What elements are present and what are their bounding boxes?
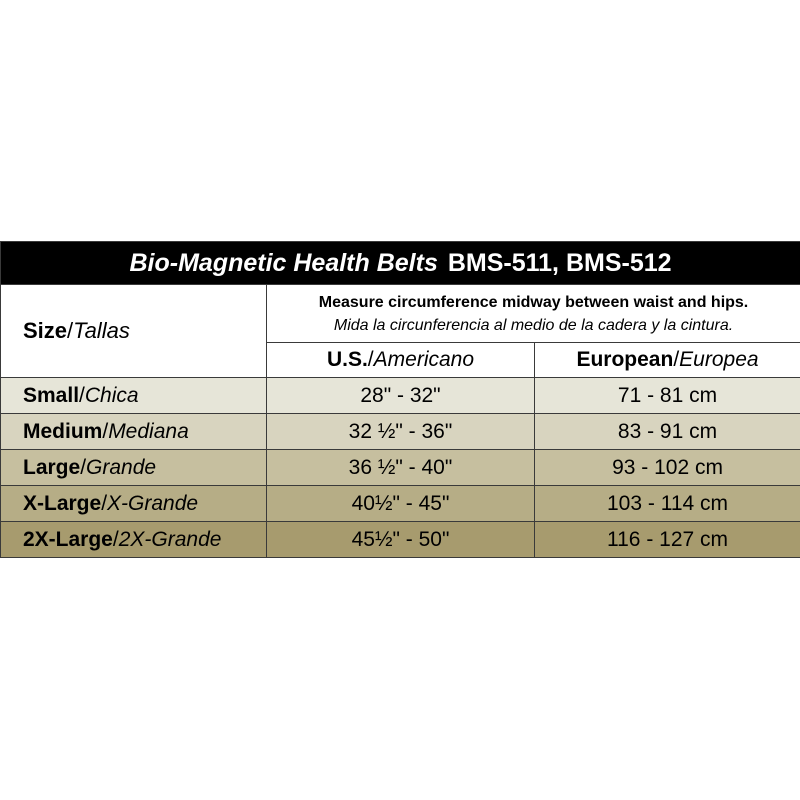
us-value-cell: 32 ½" - 36" — [267, 414, 535, 450]
eu-value-cell: 71 - 81 cm — [535, 378, 800, 414]
size-chart-table — [0, 241, 800, 558]
table-row — [1, 522, 800, 558]
instruction-es: Mida la circunferencia al medio de la cadera y la cintura. — [333, 316, 734, 334]
eu-value-cell: 93 - 102 cm — [535, 450, 800, 486]
table-row — [1, 414, 800, 450]
us-column-header: U.S./Americano — [267, 343, 535, 378]
model-numbers: BMS-511, BMS-512 — [447, 248, 672, 277]
size-cell: Medium/Mediana — [1, 414, 267, 450]
us-label-es: Americano — [373, 348, 475, 371]
table-row — [1, 486, 800, 522]
us-value-cell: 40½" - 45" — [267, 486, 535, 522]
eu-label-es: Europea — [679, 348, 759, 371]
size-label-en: Size — [23, 318, 68, 343]
table-row — [1, 450, 800, 486]
size-cell: 2X-Large/2X-Grande — [1, 522, 267, 558]
us-value-cell: 36 ½" - 40" — [267, 450, 535, 486]
eu-value-cell: 103 - 114 cm — [535, 486, 800, 522]
size-label-es: Tallas — [73, 318, 130, 343]
eu-label-en: European — [576, 348, 674, 371]
us-value-cell: 28" - 32" — [267, 378, 535, 414]
us-label-en: U.S. — [326, 348, 368, 371]
us-value-cell: 45½" - 50" — [267, 522, 535, 558]
measure-instruction — [267, 285, 800, 343]
eu-value-cell: 83 - 91 cm — [535, 414, 800, 450]
size-cell: Large/Grande — [1, 450, 267, 486]
chart-title — [1, 242, 800, 285]
eu-column-header: European/Europea — [535, 343, 800, 378]
table-row — [1, 378, 800, 414]
instruction-row — [1, 285, 800, 343]
size-column-header: Size/Tallas — [1, 285, 267, 378]
instruction-en: Measure circumference midway between waist and hips. — [318, 293, 749, 311]
size-cell: X-Large/X-Grande — [1, 486, 267, 522]
title-row — [1, 242, 800, 285]
product-name: Bio-Magnetic Health Belts — [129, 248, 438, 277]
size-cell: Small/Chica — [1, 378, 267, 414]
eu-value-cell: 116 - 127 cm — [535, 522, 800, 558]
